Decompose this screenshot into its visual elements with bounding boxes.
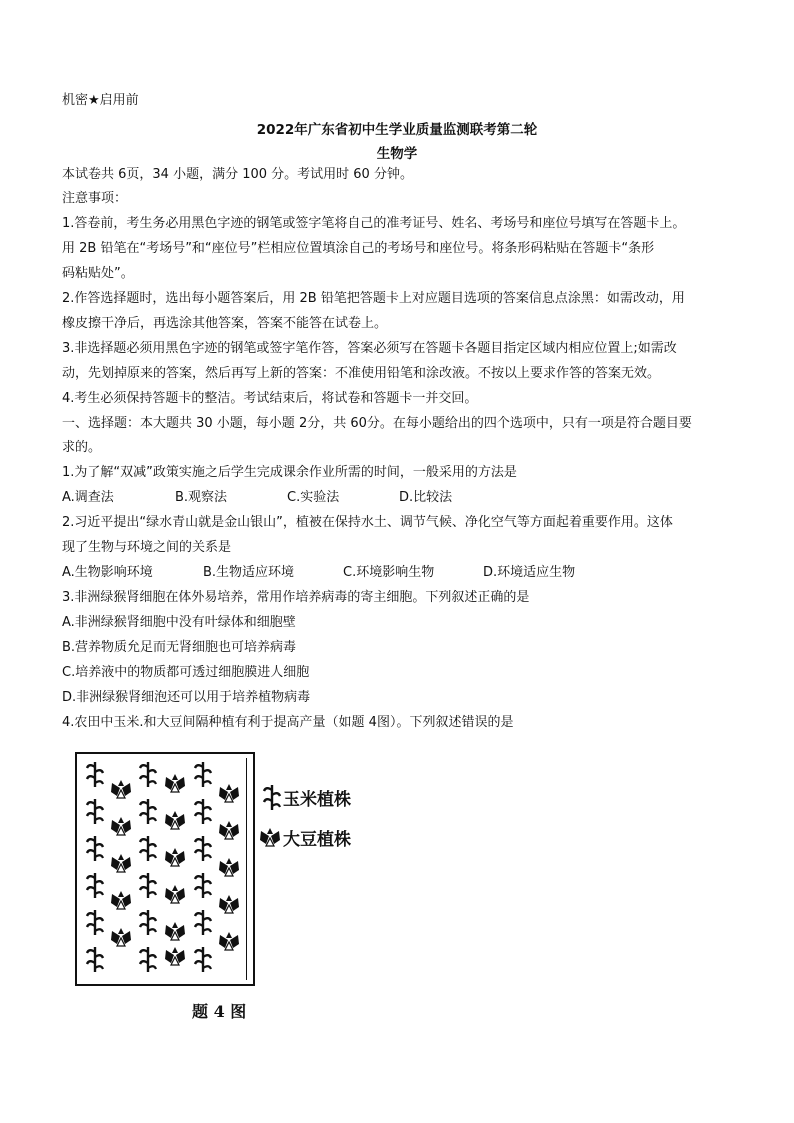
soybean-legend-icon xyxy=(257,824,283,850)
question-2-stem-line-1: 2.习近平提出“绿水青山就是金山银山”，植被在保持水土、调节气候、净化空气等方面起着重要作用。这体 xyxy=(62,515,673,530)
soybean-plant xyxy=(165,947,185,965)
soybean-plant xyxy=(165,922,185,940)
corn-plant xyxy=(140,762,156,787)
corn-plant xyxy=(195,947,211,972)
option-c: C.实验法 xyxy=(287,490,340,505)
option-a: A.调查法 xyxy=(62,490,114,505)
corn-plant xyxy=(140,873,156,898)
corn-plant xyxy=(140,947,156,972)
corn-plant xyxy=(140,836,156,861)
note-1-line-1: 1.答卷前，考生务必用黑色字迹的钢笔或签字笔将自己的准考证号、姓名、考场号和座位号填写在答题卡上。 xyxy=(62,216,686,231)
soybean-plant xyxy=(165,885,185,903)
exam-title: 2022年广东省初中生学业质量监测联考第二轮 xyxy=(256,122,538,138)
question-1-stem: 1.为了解“双减”政策实施之后学生完成课余作业所需的时间，一般采用的方法是 xyxy=(62,465,517,480)
legend-corn-label: 玉米植株 xyxy=(283,790,351,810)
note-1-line-3: 码粘贴处”。 xyxy=(62,266,134,281)
corn-plant xyxy=(195,762,211,787)
soybean-plant xyxy=(165,811,185,829)
question-3-option-d: D.非洲绿猴肾细泡还可以用于培养植物病毒 xyxy=(62,690,311,705)
legend-soybean-label: 大豆植株 xyxy=(283,830,351,850)
option-c: C.环境影响生物 xyxy=(343,565,435,580)
exam-summary: 本试卷共 6页，34 小题，满分 100 分。考试用时 60 分钟。 xyxy=(62,167,413,182)
corn-plant xyxy=(87,762,103,787)
intercropping-figure xyxy=(75,752,375,1022)
corn-plant xyxy=(87,873,103,898)
section-heading-line-1: 一、选择题：本大题共 30 小题，每小题 2分，共 60分。在每小题给出的四个选项中，只有一项是符合题目要 xyxy=(62,416,692,431)
note-3-line-2: 动，先划掉原来的答案，然后再写上新的答案：不准使用铅笔和涂改液。不按以上要求作答的答案无效。 xyxy=(62,366,661,381)
subject-title: 生物学 xyxy=(376,146,418,162)
notes-heading: 注意事项： xyxy=(62,191,128,206)
option-a: A.生物影响环境 xyxy=(62,565,153,580)
corn-plant xyxy=(87,799,103,824)
option-b: B.生物适应环境 xyxy=(203,565,295,580)
option-d: D.环境适应生物 xyxy=(483,565,576,580)
corn-legend-icon xyxy=(259,782,285,812)
corn-plant xyxy=(87,947,103,972)
field-inner-border xyxy=(246,758,247,980)
note-2-line-1: 2.作答选择题时，选出每小题答案后，用 2B 铅笔把答题卡上对应题目选项的答案信息点涂黑：如需改动，用 xyxy=(62,291,685,306)
corn-plant xyxy=(195,836,211,861)
field-plot xyxy=(75,752,255,986)
section-heading-line-2: 求的。 xyxy=(62,440,102,455)
corn-plant xyxy=(87,836,103,861)
question-3-option-a: A.非洲绿猴肾细胞中没有叶绿体和细胞壁 xyxy=(62,615,296,630)
figure-caption: 题 4 图 xyxy=(192,1002,247,1021)
soybean-plant xyxy=(219,858,239,876)
soybean-plant xyxy=(111,891,131,909)
note-3-line-1: 3.非选择题必须用黑色字迹的钢笔或签字笔作答，答案必须写在答题卡各题目指定区域内相应位置上;如需改 xyxy=(62,341,677,356)
question-2-options xyxy=(62,565,742,581)
question-2-stem-line-2: 现了生物与环境之间的关系是 xyxy=(62,540,232,555)
corn-plant xyxy=(140,910,156,935)
soybean-plant xyxy=(165,774,185,792)
corn-plant xyxy=(195,910,211,935)
corn-plant xyxy=(140,799,156,824)
soybean-plant xyxy=(111,780,131,798)
question-4-stem: 4.农田中玉米.和大豆间隔种植有利于提高产量（如题 4图）。下列叙述错误的是 xyxy=(62,715,514,730)
soybean-plant xyxy=(111,928,131,946)
soybean-plant xyxy=(219,895,239,913)
question-3-option-b: B.营养物质允足而无肾细胞也可培养病毒 xyxy=(62,640,297,655)
option-b: B.观察法 xyxy=(175,490,228,505)
corn-plant xyxy=(87,910,103,935)
question-3-stem: 3.非洲绿猴肾细胞在体外易培养，常用作培养病毒的寄主细胞。下列叙述正确的是 xyxy=(62,590,530,605)
note-1-line-2: 用 2B 铅笔在“考场号”和“座位号”栏相应位置填涂自己的考场号和座位号。将条形码粘贴在答题卡“条形 xyxy=(62,241,655,256)
option-d: D.比较法 xyxy=(399,490,453,505)
soybean-plant xyxy=(165,848,185,866)
corn-plant xyxy=(195,799,211,824)
soybean-plant xyxy=(111,817,131,835)
plant-grid xyxy=(77,754,253,984)
question-1-options xyxy=(62,490,742,506)
question-3-option-c: C.培养液中的物质都可透过细胞膜进人细胞 xyxy=(62,665,310,680)
confidential-label: 机密★启用前 xyxy=(62,93,139,108)
note-4: 4.考生必须保持答题卡的整洁。考试结束后，将试卷和答题卡一并交回。 xyxy=(62,391,478,406)
soybean-plant xyxy=(219,784,239,802)
soybean-plant xyxy=(219,932,239,950)
soybean-plant xyxy=(219,821,239,839)
note-2-line-2: 橡皮擦干净后，再选涂其他答案，答案不能答在试卷上。 xyxy=(62,316,388,331)
corn-plant xyxy=(195,873,211,898)
soybean-plant xyxy=(111,854,131,872)
